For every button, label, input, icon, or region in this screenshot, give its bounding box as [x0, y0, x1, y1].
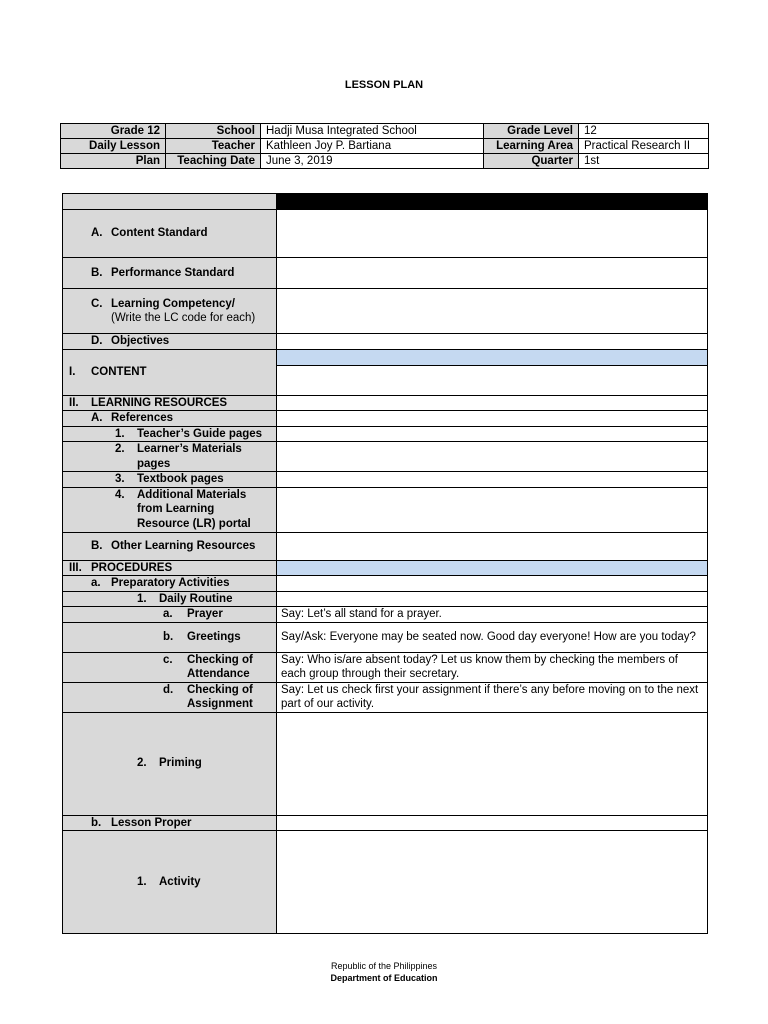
- daily-lesson-text: Daily Lesson: [61, 139, 166, 154]
- objectives-field[interactable]: [277, 334, 708, 350]
- top-left-blank-cell: [63, 194, 277, 210]
- additional-materials-field[interactable]: [277, 487, 708, 532]
- footer-department: Department of Education: [330, 973, 438, 983]
- textbook-field[interactable]: [277, 472, 708, 488]
- school-label: School: [166, 124, 261, 139]
- references-field[interactable]: [277, 411, 708, 427]
- learning-area-label: Learning Area: [484, 139, 579, 154]
- textbook-label: 3. Textbook pages: [63, 472, 277, 488]
- priming-field[interactable]: [277, 712, 708, 815]
- prayer-label: a. Prayer: [63, 607, 277, 623]
- activity-field[interactable]: [277, 831, 708, 934]
- teacher-value: Kathleen Joy P. Bartiana: [261, 139, 484, 154]
- teacher-label: Teacher: [166, 139, 261, 154]
- teaching-date-value: June 3, 2019: [261, 154, 484, 169]
- daily-routine-field[interactable]: [277, 591, 708, 607]
- content-field[interactable]: [277, 365, 708, 395]
- other-resources-field[interactable]: [277, 532, 708, 560]
- plan-text: Plan: [61, 154, 166, 169]
- procedures-label: III. PROCEDURES: [63, 560, 277, 576]
- learners-materials-field[interactable]: [277, 442, 708, 472]
- greetings-text: Say/Ask: Everyone may be seated now. Good day everyone! How are you today?: [277, 622, 708, 652]
- assignment-label: d. Checking of Assignment: [63, 682, 277, 712]
- learners-materials-label: 2. Learner’s Materials pages: [63, 442, 277, 472]
- content-label: I. CONTENT: [63, 349, 277, 395]
- teachers-guide-label: 1. Teacher’s Guide pages: [63, 426, 277, 442]
- lesson-plan-table: [62, 193, 708, 934]
- assignment-text: Say: Let us check first your assignment if there’s any before moving on to the next part of our activity.: [277, 682, 708, 712]
- priming-label: 2. Priming: [63, 712, 277, 815]
- grade-daily-lesson-cell: Grade 12: [61, 124, 166, 139]
- attendance-text: Say: Who is/are absent today? Let us know them by checking the members of each group through their secretary.: [277, 652, 708, 682]
- performance-standard-field[interactable]: [277, 258, 708, 289]
- grade-level-label: Grade Level: [484, 124, 579, 139]
- content-section-band: [277, 349, 708, 365]
- activity-label: 1. Activity: [63, 831, 277, 934]
- content-standard-label: A. Content Standard: [63, 210, 277, 258]
- greetings-label: b. Greetings: [63, 622, 277, 652]
- lesson-header-table: [60, 123, 709, 169]
- learning-competency-label: C. Learning Competency/ (Write the LC code for each): [63, 289, 277, 334]
- quarter-label: Quarter: [484, 154, 579, 169]
- teachers-guide-field[interactable]: [277, 426, 708, 442]
- lesson-proper-field[interactable]: [277, 815, 708, 831]
- learning-area-value: Practical Research II: [579, 139, 709, 154]
- learning-competency-field[interactable]: [277, 289, 708, 334]
- objectives-label: D. Objectives: [63, 334, 277, 350]
- additional-materials-label: 4. Additional Materials from Learning Resource (LR) portal: [63, 487, 277, 532]
- top-black-bar: [277, 194, 708, 210]
- preparatory-activities-label: a. Preparatory Activities: [63, 576, 277, 592]
- school-value: Hadji Musa Integrated School: [261, 124, 484, 139]
- learning-resources-field[interactable]: [277, 395, 708, 411]
- quarter-value: 1st: [579, 154, 709, 169]
- content-standard-field[interactable]: [277, 210, 708, 258]
- daily-routine-label: 1. Daily Routine: [63, 591, 277, 607]
- prayer-text: Say: Let’s all stand for a prayer.: [277, 607, 708, 623]
- grade-level-value: 12: [579, 124, 709, 139]
- footer-republic: Republic of the Philippines: [330, 961, 438, 971]
- procedures-section-band: [277, 560, 708, 576]
- other-resources-label: B. Other Learning Resources: [63, 532, 277, 560]
- attendance-label: c. Checking of Attendance: [63, 652, 277, 682]
- page-title: LESSON PLAN: [344, 79, 424, 91]
- references-label: A. References: [63, 411, 277, 427]
- teaching-date-label: Teaching Date: [166, 154, 261, 169]
- lesson-proper-label: b. Lesson Proper: [63, 815, 277, 831]
- learning-resources-label: II. LEARNING RESOURCES: [63, 395, 277, 411]
- performance-standard-label: B. Performance Standard: [63, 258, 277, 289]
- preparatory-activities-field[interactable]: [277, 576, 708, 592]
